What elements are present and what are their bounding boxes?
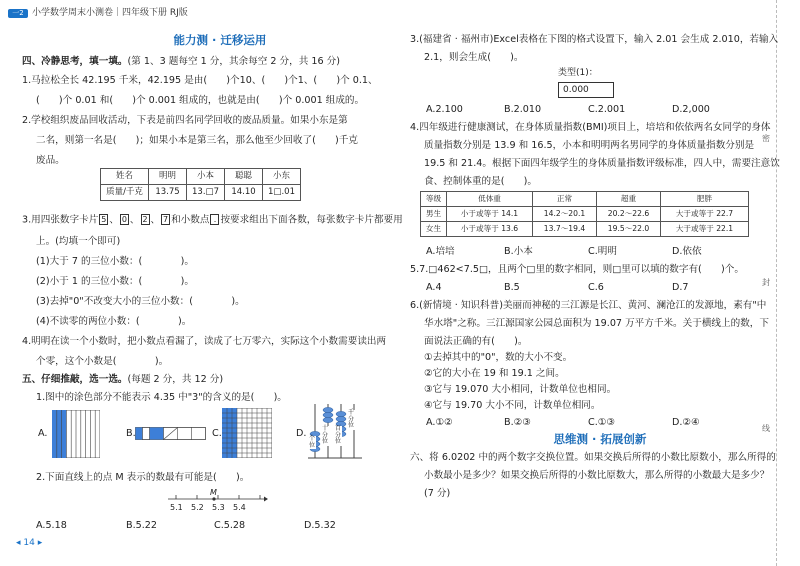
binding-line [776, 0, 777, 566]
waste-table [100, 168, 301, 201]
section-ability-title: 能力测 · 迁移运用 [173, 33, 267, 47]
figure-a-strips [52, 410, 100, 458]
margin-mark: 线 [762, 424, 770, 433]
table-header: 小本 [187, 169, 225, 185]
figure-b-segment [135, 427, 207, 441]
r-q6-line3: 面说法正确的有( )。 [424, 336, 528, 347]
q4-2-line2: 二名，则第一名是( )；如果小本是第三名，那么他至少回收了( )千克 [36, 135, 358, 146]
part6-line1: 六、将 6.0202 中的两个数字交换位置。如果交换后所得的小数比原数小，那么所得的 [410, 452, 776, 463]
r-q5-text: 5.7.□462<7.5□，且两个□里的数字相同，则□里可以填的数字有( )个。 [410, 264, 744, 275]
table-cell: 大于或等于 22.7 [661, 207, 749, 222]
q4-4-line2: 个零，这个小数是( )。 [36, 356, 169, 367]
figure-c-grid [222, 408, 272, 458]
option-b-label: B. [126, 428, 136, 439]
margin-mark: 密 [762, 134, 770, 143]
r-q3-option-c: C.2.001 [588, 104, 626, 115]
r-q6-option-a: A.①② [426, 417, 453, 428]
table-header: 正常 [533, 192, 597, 207]
r-q6-line1: 6.(新情境 · 知识科普)美丽而神秘的三江源是长江、黄河、澜沧江的发源地，素有"中 [410, 300, 767, 311]
q5-1-text: 1.图中的涂色部分不能表示 4.35 中"3"的含义的是( )。 [36, 392, 287, 403]
digit-card: 0 [121, 215, 127, 224]
page-number-value: 14 [23, 538, 35, 548]
tick-label: 5.4 [233, 503, 246, 512]
q4-3-line1: 3.用四张数字卡片 5 、 0 、 2 、 7 和小数点 . 按要求组出下面各数，每张数字卡片都要用 [22, 214, 403, 226]
digit-card: 2 [142, 215, 148, 224]
abacus-label-ones: 个位 [309, 435, 316, 449]
r-q4-option-b: B.小本 [504, 246, 533, 257]
r-q3-option-d: D.2,000 [672, 104, 710, 115]
table-cell: 男生 [421, 207, 447, 222]
r-q6-option-b: B.②③ [504, 417, 531, 428]
table-cell: 13.75 [149, 185, 187, 201]
part5-title: 五、仔细推敲，选一选。 [22, 374, 128, 385]
r-q3-line1: 3.(福建省 · 福州市)Excel表格在下图的格式设置下，输入 2.01 会生成 2.010，若输入 [410, 34, 779, 45]
table-header: 等级 [421, 192, 447, 207]
r-q4-line2: 质量指数分别是 13.9 和 16.5，小本和明明两名男同学的身体质量指数分别是 [424, 140, 755, 151]
table-header: 低体重 [447, 192, 533, 207]
table-row-label: 质量/千克 [101, 185, 149, 201]
q4-3-sub4: (4)不读零的两位小数：( )。 [36, 316, 192, 327]
part4-heading [22, 56, 340, 68]
abacus-label-tenths: 十分位 [322, 425, 329, 445]
r-q5-option-c: C.6 [588, 282, 604, 293]
table-cell: 小于或等于 14.1 [447, 207, 533, 222]
number-line [168, 490, 268, 504]
option-c-label: C. [212, 428, 222, 439]
r-q5-option-a: A.4 [426, 282, 442, 293]
r-q6-option-c: C.①③ [588, 417, 615, 428]
r-q4-option-d: D.依依 [672, 246, 702, 257]
abacus-label-thousandths: 千分位 [348, 409, 355, 429]
r-q6-statement3: ③它与 19.070 大小相同，计数单位也相同。 [424, 384, 617, 395]
tick-label: 5.3 [212, 503, 225, 512]
q5-2-text: 2.下面直线上的点 M 表示的数最有可能是( )。 [36, 472, 250, 483]
r-q6-line2: 华水塔"之称。三江源国家公园总面积为 19.07 万平方千米。关于横线上的数，下 [424, 318, 769, 329]
q4-2-line3: 废品。 [36, 155, 65, 166]
r-q6-statement4: ④它与 19.70 大小不同，计数单位相同。 [424, 400, 601, 411]
header-title: 小学数学周末小测卷｜四年级下册 RJ版 [32, 8, 188, 18]
tick-label: 5.2 [191, 503, 204, 512]
r-q3-option-b: B.2.010 [504, 104, 542, 115]
q4-3-text-c: 按要求组出下面各数，每张数字卡片都要用 [220, 214, 403, 226]
table-cell: 14.10 [225, 185, 263, 201]
excel-format-label: 类型(1)： [558, 68, 598, 78]
q5-2-option-c: C.5.28 [214, 520, 246, 531]
r-q4-option-a: A.培培 [426, 246, 455, 257]
q4-1-line2: ( )个 0.01 和( )个 0.001 组成的，也就是由( )个 0.001 组成的。 [36, 95, 365, 106]
table-cell: 1□.01 [263, 185, 301, 201]
r-q3-option-a: A.2.100 [426, 104, 463, 115]
table-header: 姓名 [101, 169, 149, 185]
table-header: 肥胖 [661, 192, 749, 207]
part4-title: 四、冷静思考，填一填。 [22, 56, 128, 67]
page-number: ◂ 14 ▸ [16, 538, 43, 548]
digit-card: 7 [163, 215, 169, 224]
tick-label: 5.1 [170, 503, 183, 512]
digit-card: 5 [101, 215, 107, 224]
margin-mark: 封 [762, 278, 770, 287]
table-header: 小东 [263, 169, 301, 185]
decimal-point-card: . [210, 214, 219, 225]
r-q5-option-d: D.7 [672, 282, 689, 293]
q4-1-line1: 1.马拉松全长 42.195 千米，42.195 是由( )个10、( )个1、( )个 0.1、 [22, 75, 378, 86]
q4-3-text-a: 3.用四张数字卡片 [22, 214, 99, 226]
r-q6-statement1: ①去掉其中的"0"，数的大小不变。 [424, 352, 573, 363]
table-cell: 女生 [421, 222, 447, 237]
part5-note: (每题 2 分，共 12 分) [127, 374, 224, 385]
r-q4-option-c: C.明明 [588, 246, 617, 257]
q5-2-option-d: D.5.32 [304, 520, 336, 531]
part5-heading [22, 374, 223, 386]
abacus-label-hundredths: 百分位 [335, 425, 342, 445]
r-q4-line1: 4.四年级进行健康测试，在身体质量指数(BMI)项目上，培培和依依两名女同学的身体 [410, 122, 771, 133]
section-thinking-title: 思维测 · 拓展创新 [553, 432, 647, 446]
q4-3-line2: 上。(均填一个即可) [36, 236, 121, 247]
table-cell: 大于或等于 22.1 [661, 222, 749, 237]
series-logo: 一2 [8, 9, 28, 18]
table-cell: 14.2～20.1 [533, 207, 597, 222]
r-q4-line4: 食、控制体重的是( )。 [424, 176, 538, 187]
r-q6-statement2: ②它的大小在 19 和 19.1 之间。 [424, 368, 565, 379]
r-q3-line2: 2.1，则会生成( )。 [424, 52, 524, 63]
q5-2-option-b: B.5.22 [126, 520, 157, 531]
r-q5-option-b: B.5 [504, 282, 520, 293]
header [8, 8, 188, 19]
q4-3-sub1: (1)大于 7 的三位小数：( )。 [36, 256, 194, 267]
number-line-point-label: M [210, 488, 217, 497]
option-a-label: A. [38, 428, 48, 439]
table-header: 超重 [597, 192, 661, 207]
q4-3-sub3: (3)去掉"0"不改变大小的三位小数：( )。 [36, 296, 245, 307]
q4-3-sub2: (2)小于 1 的三位小数：( )。 [36, 276, 194, 287]
excel-format-box: 0.000 [558, 82, 614, 98]
table-cell: 19.5～22.0 [597, 222, 661, 237]
table-header: 聪聪 [225, 169, 263, 185]
q4-3-text-b: 和小数点 [171, 214, 210, 226]
q4-2-line1: 2.学校组织废品回收活动，下表是前四名同学回收的废品质量。如果小东是第 [22, 115, 348, 126]
bmi-table [420, 191, 749, 237]
table-cell: 20.2～22.6 [597, 207, 661, 222]
r-q6-option-d: D.②④ [672, 417, 700, 428]
q5-2-option-a: A.5.18 [36, 520, 67, 531]
option-d-label: D. [296, 428, 307, 439]
table-cell: 小于或等于 13.6 [447, 222, 533, 237]
part4-note: (第 1、3 题每空 1 分，其余每空 2 分，共 16 分) [127, 56, 340, 67]
part6-line2: 小数最小是多少？如果交换后所得的小数比原数大，那么所得的小数最大是多少？ [424, 470, 770, 481]
q4-4-line1: 4.明明在读一个小数时，把小数点看漏了，读成了七万零六，实际这个小数需要读出两 [22, 336, 387, 347]
r-q4-line3: 19.5 和 21.4。根据下面四年级学生的身体质量指数评级标准，四人中，需要注意饮 [424, 158, 780, 169]
table-cell: 13.□7 [187, 185, 225, 201]
part6-line3: (7 分) [424, 488, 451, 499]
table-header: 明明 [149, 169, 187, 185]
table-cell: 13.7～19.4 [533, 222, 597, 237]
